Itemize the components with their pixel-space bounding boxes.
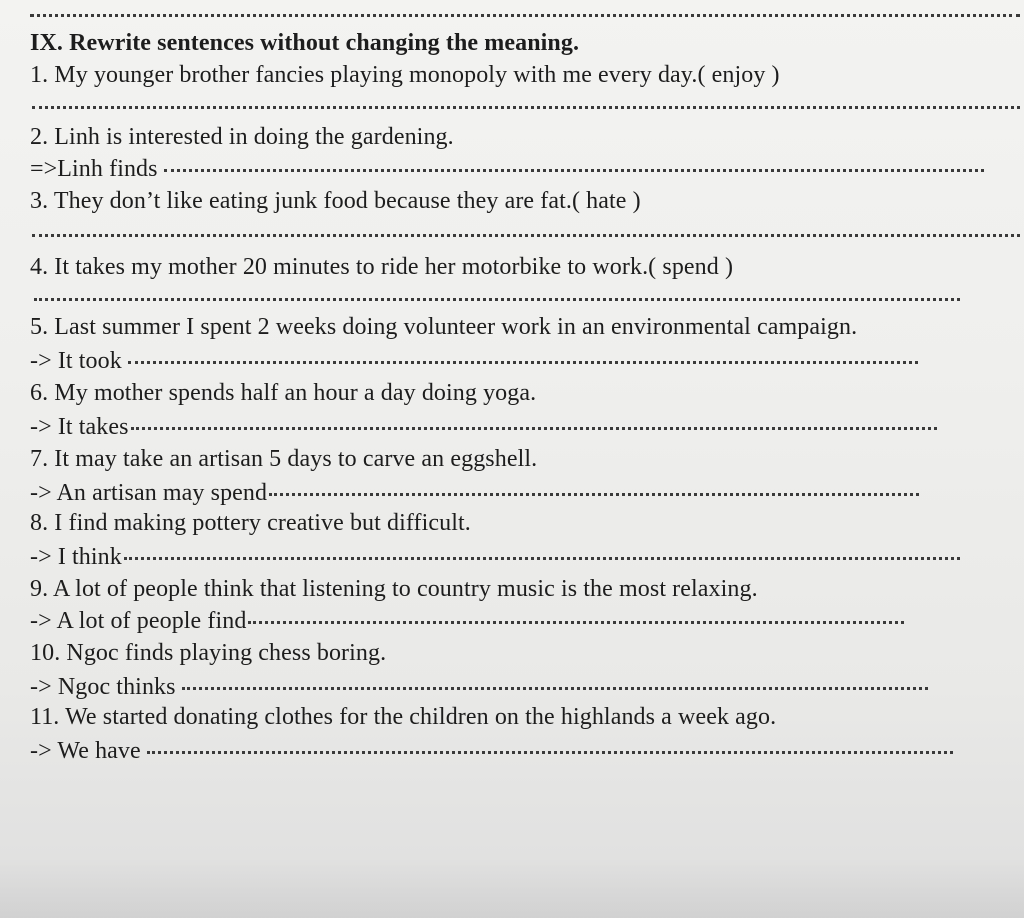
answer-line-11[interactable] — [147, 751, 953, 754]
answer-prompt-9 — [30, 606, 904, 636]
answer-line-9[interactable] — [248, 621, 904, 624]
answer-line-7[interactable] — [269, 493, 919, 496]
answer-prompt-11 — [30, 736, 953, 766]
answer-line-8[interactable] — [124, 557, 960, 560]
question-11: 11. We started donating clothes for the children on the highlands a week ago. — [30, 704, 777, 730]
answer-line-2[interactable] — [164, 169, 984, 172]
answer-line-6[interactable] — [131, 427, 937, 430]
question-7: 7. It may take an artisan 5 days to carve an eggshell. — [30, 446, 538, 472]
question-5: 5. Last summer I spent 2 weeks doing volunteer work in an environmental campaign. — [30, 314, 858, 340]
question-4: 4. It takes my mother 20 minutes to ride her motorbike to work.( spend ) — [30, 254, 734, 280]
question-3: 3. They don’t like eating junk food because they are fat.( hate ) — [30, 188, 641, 214]
question-10: 10. Ngoc finds playing chess boring. — [30, 640, 387, 666]
answer-line-4[interactable] — [34, 298, 960, 301]
answer-line-3[interactable] — [32, 234, 1020, 237]
prompt-text-6: -> It takes — [30, 414, 129, 440]
answer-prompt-7 — [30, 478, 919, 508]
page-bottom-shadow — [0, 858, 1024, 918]
answer-line-5[interactable] — [128, 361, 918, 364]
question-1: 1. My younger brother fancies playing monopoly with me every day.( enjoy ) — [30, 62, 780, 88]
question-8: 8. I find making pottery creative but difficult. — [30, 510, 471, 536]
prompt-text-10: -> Ngoc thinks — [30, 674, 176, 700]
answer-prompt-8 — [30, 542, 960, 572]
answer-prompt-5 — [30, 346, 918, 376]
question-6: 6. My mother spends half an hour a day doing yoga. — [30, 380, 537, 406]
answer-line-1[interactable] — [32, 106, 1020, 109]
prompt-text-9: -> A lot of people find — [30, 608, 247, 634]
answer-prompt-6 — [30, 412, 937, 442]
question-9: 9. A lot of people think that listening to country music is the most relaxing. — [30, 576, 758, 602]
answer-line-top — [30, 14, 1020, 17]
answer-line-10[interactable] — [182, 687, 928, 690]
question-2: 2. Linh is interested in doing the gardening. — [30, 124, 454, 150]
answer-prompt-10 — [30, 672, 928, 702]
prompt-text-2: =>Linh finds — [30, 156, 158, 182]
prompt-text-7: -> An artisan may spend — [30, 480, 268, 506]
prompt-text-8: -> I think — [30, 544, 122, 570]
prompt-text-5: -> It took — [30, 348, 122, 374]
answer-prompt-2 — [30, 154, 984, 184]
exercise-title: IX. Rewrite sentences without changing the meaning. — [30, 30, 580, 56]
prompt-text-11: -> We have — [30, 738, 141, 764]
